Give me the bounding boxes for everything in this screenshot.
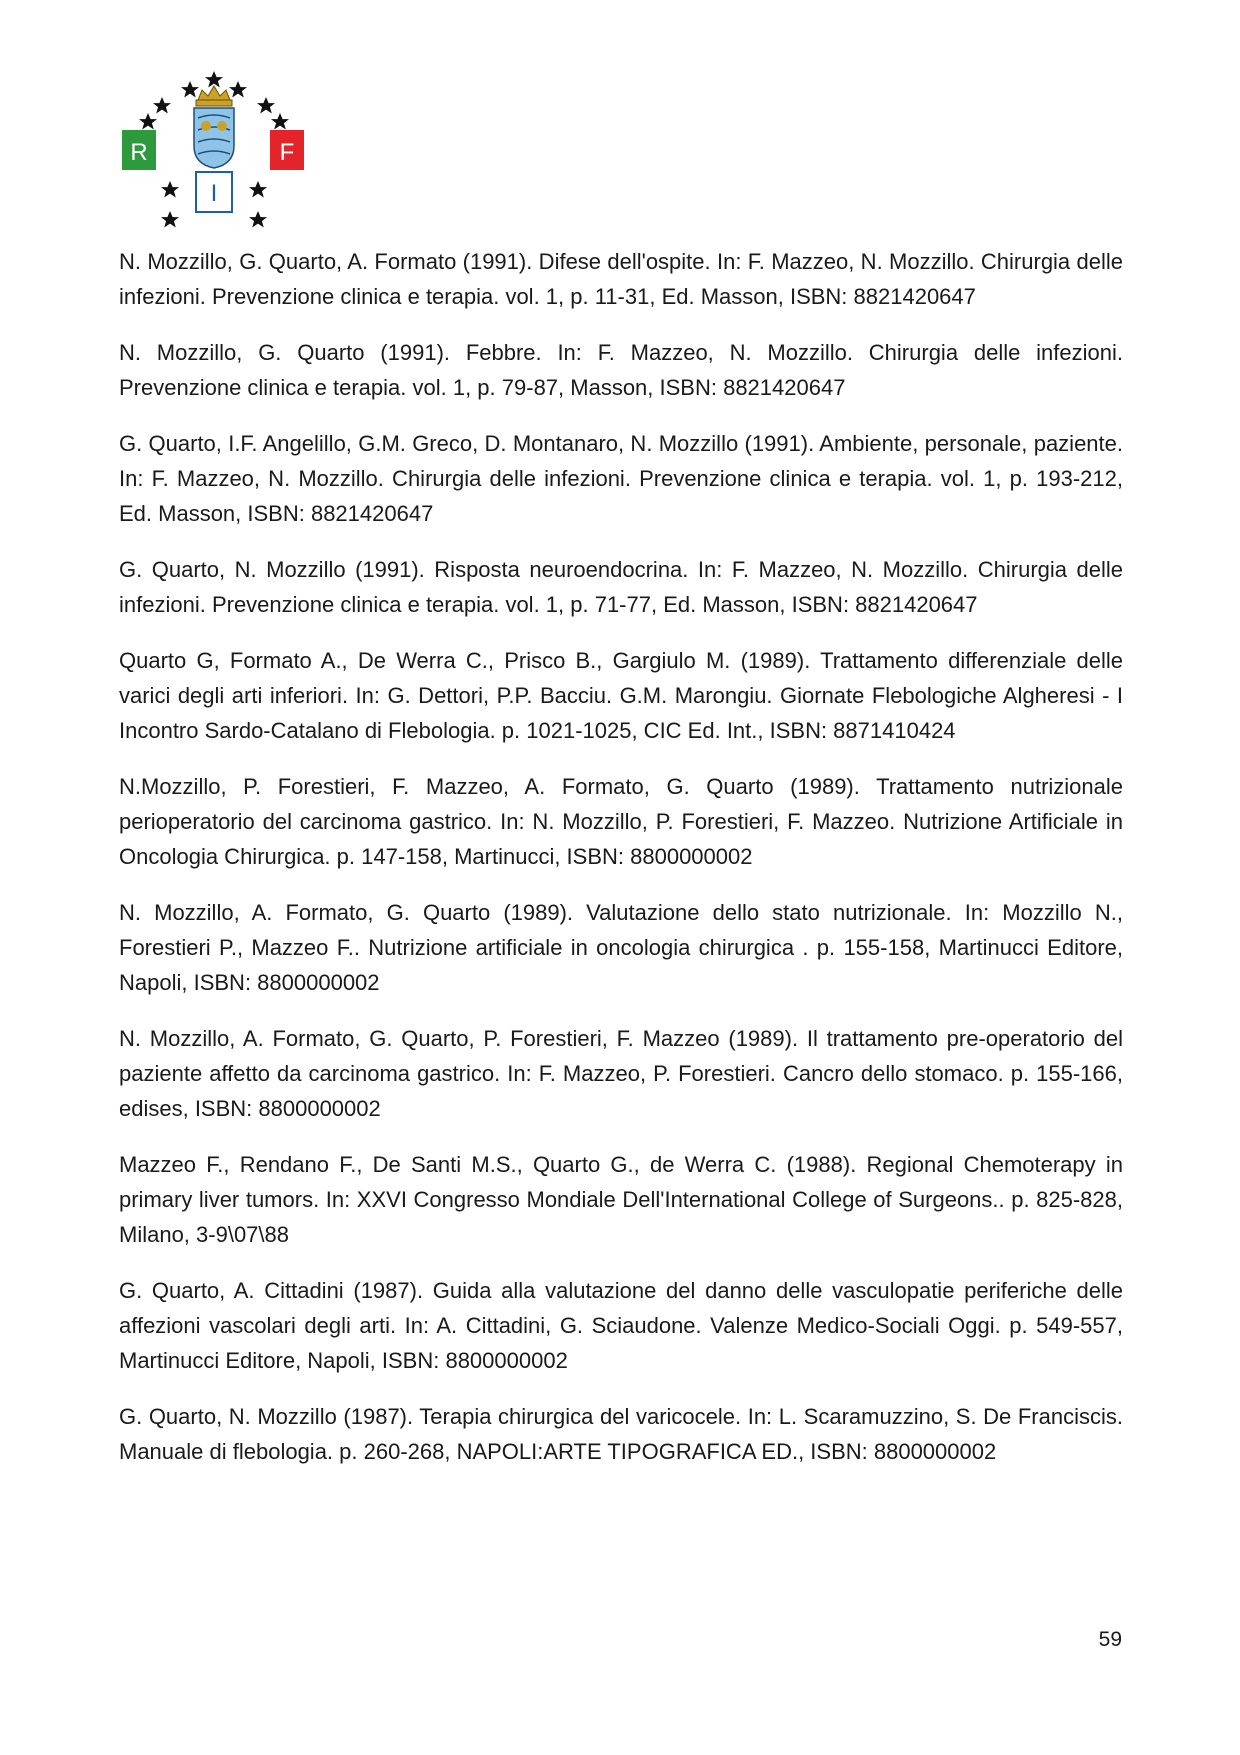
reference-entry: G. Quarto, N. Mozzillo (1991). Risposta neuroendocrina. In: F. Mazzeo, N. Mozzillo. Chirurgia delle infezioni. Prevenzione clinica e terapia. vol. 1, p. 71-77, Ed. Masson, ISBN: 8821420647 <box>119 557 1123 617</box>
page-number: 59 <box>1098 1628 1122 1651</box>
reference-entry: N. Mozzillo, A. Formato, G. Quarto (1989). Valutazione dello stato nutrizionale. In: Mozzillo N., Forestieri P., Mazzeo F.. Nutrizione artificiale in oncologia chirurgica . p. 155-158, Martinucci Editore, Napoli, ISBN: 8800000002 <box>119 900 1123 995</box>
reference-entry: G. Quarto, I.F. Angelillo, G.M. Greco, D. Montanaro, N. Mozzillo (1991). Ambiente, personale, paziente. In: F. Mazzeo, N. Mozzillo. Chirurgia delle infezioni. Prevenzione clinica e terapia. vol. 1, p. 193-212, Ed. Masson, ISBN: 8821420647 <box>119 431 1123 526</box>
reference-entry: G. Quarto, N. Mozzillo (1987). Terapia chirurgica del varicocele. In: L. Scaramuzzino, S. De Franciscis. Manuale di flebologia. p. 260-268, NAPOLI:ARTE TIPOGRAFICA ED., ISBN: 8800000002 <box>119 1404 1123 1464</box>
rfi-logo-graphic <box>118 68 310 236</box>
crest-icon <box>194 86 234 168</box>
reference-entry: N. Mozzillo, G. Quarto, A. Formato (1991). Difese dell'ospite. In: F. Mazzeo, N. Mozzillo. Chirurgia delle infezioni. Prevenzione clinica e terapia. vol. 1, p. 11-31, Ed. Masson, ISBN: 8821420647 <box>119 249 1123 309</box>
logo-letter-r: R <box>130 139 148 166</box>
reference-entry: N.Mozzillo, P. Forestieri, F. Mazzeo, A. Formato, G. Quarto (1989). Trattamento nutrizionale perioperatorio del carcinoma gastrico. In: N. Mozzillo, P. Forestieri, F. Mazzeo. Nutrizione Artificiale in Oncologia Chirurgica. p. 147-158, Martinucci, ISBN: 8800000002 <box>119 774 1123 869</box>
reference-entry: N. Mozzillo, A. Formato, G. Quarto, P. Forestieri, F. Mazzeo (1989). Il trattamento pre-operatorio del paziente affetto da carcinoma gastrico. In: F. Mazzeo, P. Forestieri. Cancro dello stomaco. p. 155-166, edises, ISBN: 8800000002 <box>119 1026 1123 1121</box>
reference-entry: Quarto G, Formato A., De Werra C., Prisco B., Gargiulo M. (1989). Trattamento differenziale delle varici degli arti inferiori. In: G. Dettori, P.P. Bacciu. G.M. Marongiu. Giornate Flebologiche Algheresi - I Incontro Sardo-Catalano di Flebologia. p. 1021-1025, CIC Ed. Int., ISBN: 8871410424 <box>119 648 1123 743</box>
reference-entry: N. Mozzillo, G. Quarto (1991). Febbre. In: F. Mazzeo, N. Mozzillo. Chirurgia delle infezioni. Prevenzione clinica e terapia. vol. 1, p. 79-87, Masson, ISBN: 8821420647 <box>119 340 1123 400</box>
reference-entry: G. Quarto, A. Cittadini (1987). Guida alla valutazione del danno delle vasculopatie periferiche delle affezioni vascolari degli arti. In: A. Cittadini, G. Sciaudone. Valenze Medico-Sociali Oggi. p. 549-557, Martinucci Editore, Napoli, ISBN: 8800000002 <box>119 1278 1123 1373</box>
logo-letter-f: F <box>279 139 295 166</box>
logo-letter-i: I <box>210 180 218 207</box>
reference-entry: Mazzeo F., Rendano F., De Santi M.S., Quarto G., de Werra C. (1988). Regional Chemoterapy in primary liver tumors. In: XXVI Congresso Mondiale Dell'International College of Surgeons.. p. 825-828, Milano, 3-9\07\88 <box>119 1152 1123 1247</box>
rfi-logo <box>118 68 310 236</box>
references-list <box>119 244 1123 1490</box>
